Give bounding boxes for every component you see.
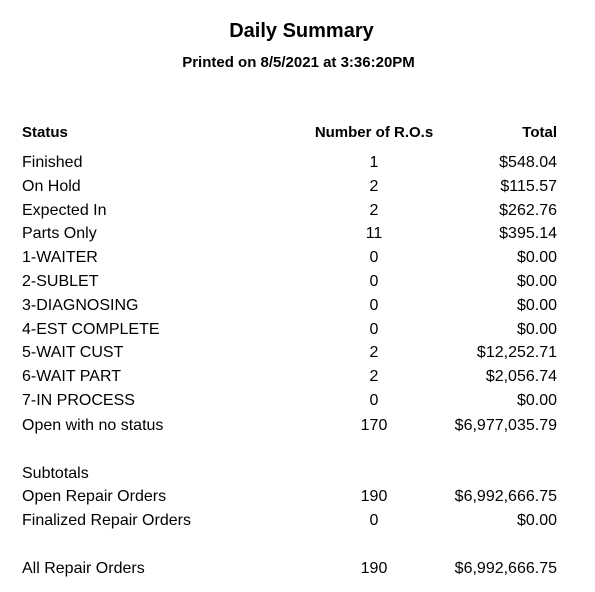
row-count: 190 (360, 560, 388, 577)
status-row (0, 342, 595, 364)
report-title: Daily Summary (229, 20, 374, 42)
row-total: $6,977,035.79 (454, 417, 557, 434)
row-total: $0.00 (516, 297, 557, 314)
row-total: $548.04 (499, 154, 557, 171)
row-count: 2 (369, 344, 379, 361)
row-count: 2 (369, 368, 379, 385)
status-row (0, 247, 595, 269)
row-total: $0.00 (516, 273, 557, 290)
row-total: $115.57 (500, 178, 557, 195)
row-status: All Repair Orders (22, 560, 145, 577)
subtotals-heading: Subtotals (22, 465, 89, 482)
row-total: $0.00 (516, 321, 557, 338)
row-total: $0.00 (516, 249, 557, 266)
row-total: $395.14 (499, 225, 557, 242)
status-row (0, 176, 595, 198)
row-status: 2-SUBLET (22, 273, 99, 290)
printed-timestamp: Printed on 8/5/2021 at 3:36:20PM (182, 54, 415, 71)
finalized-repair-orders-row (0, 510, 595, 532)
row-total: $6,992,666.75 (454, 488, 557, 505)
row-status: Finalized Repair Orders (22, 512, 191, 529)
status-row (0, 390, 595, 412)
status-row (0, 295, 595, 317)
row-status: 7-IN PROCESS (22, 392, 135, 409)
subtotals-heading-row (0, 463, 595, 485)
status-column-header: Status (22, 124, 68, 141)
status-row (0, 223, 595, 245)
row-total: $12,252.71 (476, 344, 557, 361)
count-column-header: Number of R.O.s (314, 124, 434, 141)
status-row (0, 415, 595, 437)
row-status: On Hold (22, 178, 81, 195)
open-repair-orders-row (0, 486, 595, 508)
row-status: 1-WAITER (22, 249, 98, 266)
status-row (0, 152, 595, 174)
row-status: 3-DIAGNOSING (22, 297, 139, 314)
row-count: 190 (360, 488, 388, 505)
status-row (0, 200, 595, 222)
status-row (0, 271, 595, 293)
total-column-header: Total (522, 124, 557, 141)
row-status: Finished (22, 154, 83, 171)
row-count: 2 (369, 202, 379, 219)
column-header-row (0, 122, 595, 144)
row-count: 1 (369, 154, 379, 171)
row-total: $6,992,666.75 (454, 560, 557, 577)
row-count: 0 (369, 512, 379, 529)
status-row (0, 366, 595, 388)
row-status: 6-WAIT PART (22, 368, 121, 385)
row-status: 5-WAIT CUST (22, 344, 124, 361)
row-count: 11 (365, 225, 383, 242)
row-total: $2,056.74 (485, 368, 557, 385)
row-status: Expected In (22, 202, 107, 219)
status-row (0, 319, 595, 341)
row-count: 0 (369, 392, 379, 409)
row-total: $0.00 (516, 512, 557, 529)
row-status: Open with no status (22, 417, 164, 434)
row-total: $0.00 (516, 392, 557, 409)
row-count: 0 (369, 321, 379, 338)
row-count: 0 (369, 249, 379, 266)
row-count: 170 (360, 417, 388, 434)
row-status: Parts Only (22, 225, 97, 242)
row-status: 4-EST COMPLETE (22, 321, 160, 338)
row-count: 0 (369, 297, 379, 314)
row-count: 0 (369, 273, 379, 290)
row-status: Open Repair Orders (22, 488, 167, 505)
row-count: 2 (369, 178, 379, 195)
all-repair-orders-row (0, 558, 595, 580)
row-total: $262.76 (499, 202, 557, 219)
